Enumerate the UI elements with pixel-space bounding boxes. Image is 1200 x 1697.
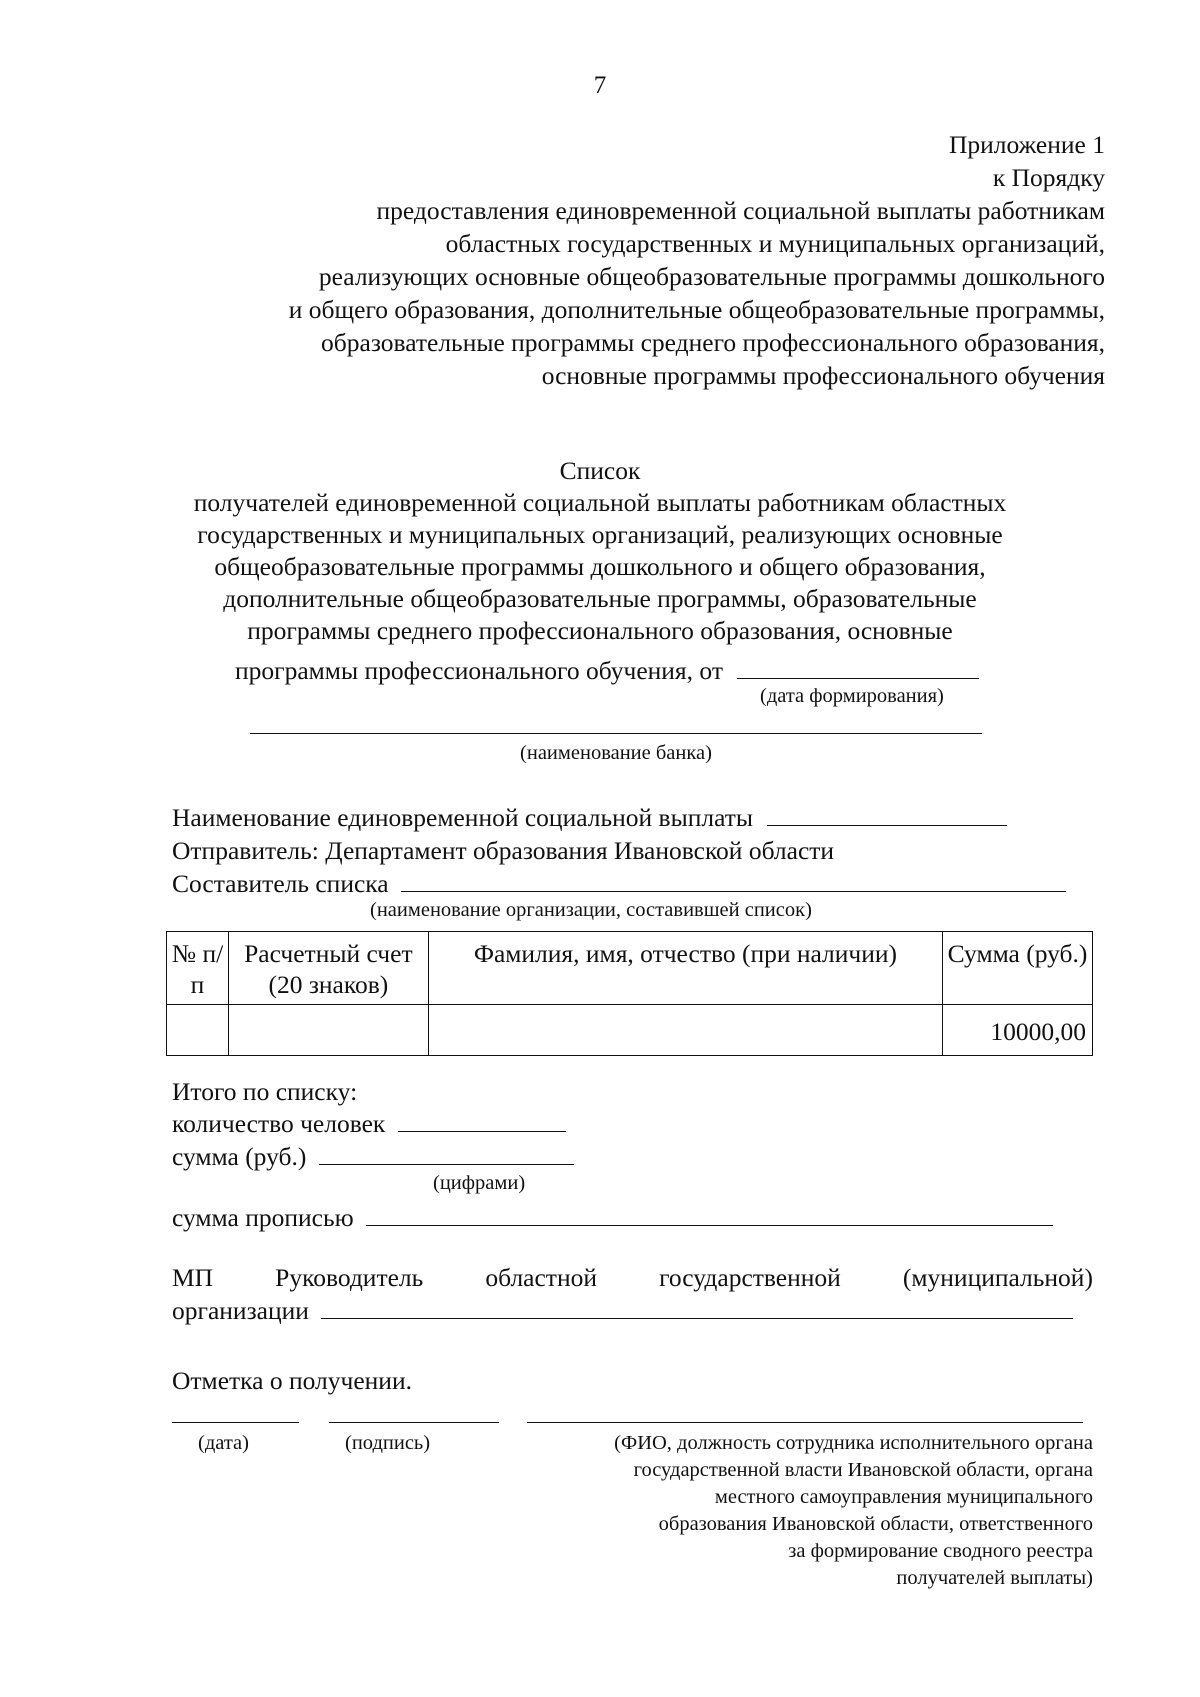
title-line: получателей единовременной социальной выплаты работникам областных [193,488,1007,517]
signature-word: (муниципальной) [902,1263,1093,1292]
appendix-line: предоставления единовременной социальной выплаты работникам [376,196,1105,225]
sum-words-blank[interactable] [366,1203,1053,1226]
title-line: общеобразовательные программы дошкольного и общего образования, [214,552,986,581]
sum-row [172,1141,574,1173]
signature-row [172,1262,1093,1294]
sum-blank[interactable] [319,1142,574,1165]
fio-caption-line: местного самоуправления муниципального [714,1486,1093,1508]
receipt-date-caption: (дата) [198,1432,249,1454]
page-number: 7 [593,72,607,99]
appendix-line: областных государственных и муниципальных организаций, [445,229,1105,258]
compiler-label: Составитель списка [172,869,389,898]
compiler-row [172,868,1066,900]
sum-caption: (цифрами) [433,1172,526,1194]
header-account: Расчетный счет (20 знаков) [228,932,428,1005]
mp-label: МП [172,1263,214,1292]
cell-amount[interactable]: 10000,00 [943,1005,1093,1056]
header-number: № п/п [167,932,229,1005]
date-blank-line[interactable] [737,656,979,679]
fio-caption-line: государственной власти Ивановской области, органа [633,1459,1093,1481]
bank-name-line[interactable] [250,733,982,734]
document-title [0,455,1200,647]
title-line: дополнительные общеобразовательные программы, образовательные [223,584,977,613]
receipt-date-line[interactable] [172,1422,299,1423]
count-row [172,1108,566,1140]
header-amount: Сумма (руб.) [943,932,1093,1005]
sum-words-label: сумма прописью [172,1203,354,1232]
sum-label: сумма (руб.) [172,1142,307,1171]
fio-caption-line: получателей выплаты) [896,1567,1093,1589]
title-line: государственных и муниципальных организаций, реализующих основные [197,520,1003,549]
receipt-fio-line[interactable] [527,1422,1083,1423]
appendix-line: основные программы профессионального обучения [541,361,1105,390]
cell-number[interactable] [167,1005,229,1056]
title-last-line [235,655,979,687]
compiler-caption: (наименование организации, составившей список) [370,899,812,921]
signature-word: Руководитель [275,1263,424,1292]
bank-caption: (наименование банка) [520,742,712,764]
appendix-line: реализующих основные общеобразовательные программы дошкольного [318,262,1105,291]
org-row [172,1295,1073,1327]
sender-row: Отправитель: Департамент образования Ивановской области [172,836,835,865]
appendix-line: Приложение 1 [949,130,1105,159]
fio-caption-line: образования Ивановской области, ответственного [658,1513,1093,1535]
recipients-table [166,931,1093,1056]
receipt-signature-line[interactable] [329,1422,499,1423]
appendix-header [105,128,1105,392]
count-blank[interactable] [398,1109,566,1132]
appendix-line: образовательные программы среднего профессионального образования, [321,328,1105,357]
compiler-blank[interactable] [401,869,1066,892]
title-last-line-text: программы профессионального обучения, от [235,656,723,685]
payment-name-row [172,802,1007,834]
appendix-line: к Порядку [992,163,1105,192]
fio-caption-line: (ФИО, должность сотрудника исполнительного органа [614,1432,1093,1454]
receipt-fio-caption [614,1430,1093,1592]
cell-name[interactable] [428,1005,942,1056]
fio-caption-line: за формирование сводного реестра [788,1540,1093,1562]
sum-words-row [172,1202,1053,1234]
cell-account[interactable] [228,1005,428,1056]
title-heading: Список [559,456,641,485]
payment-name-label: Наименование единовременной социальной выплаты [172,803,754,832]
signature-word: областной [485,1263,597,1292]
org-signature-blank[interactable] [321,1296,1073,1319]
totals-heading: Итого по списку: [172,1077,358,1106]
table-header-row [167,932,1093,1005]
date-caption: (дата формирования) [760,685,944,707]
payment-name-blank[interactable] [767,803,1007,826]
receipt-sign-caption: (подпись) [345,1432,431,1454]
count-label: количество человек [172,1109,386,1138]
signature-word: государственной [659,1263,841,1292]
title-line: программы среднего профессионального образования, основные [247,616,953,645]
appendix-line: и общего образования, дополнительные общеобразовательные программы, [288,295,1105,324]
org-label: организации [172,1296,309,1325]
header-name: Фамилия, имя, отчество (при наличии) [428,932,942,1005]
table-row [167,1005,1093,1056]
receipt-label: Отметка о получении. [172,1366,412,1395]
